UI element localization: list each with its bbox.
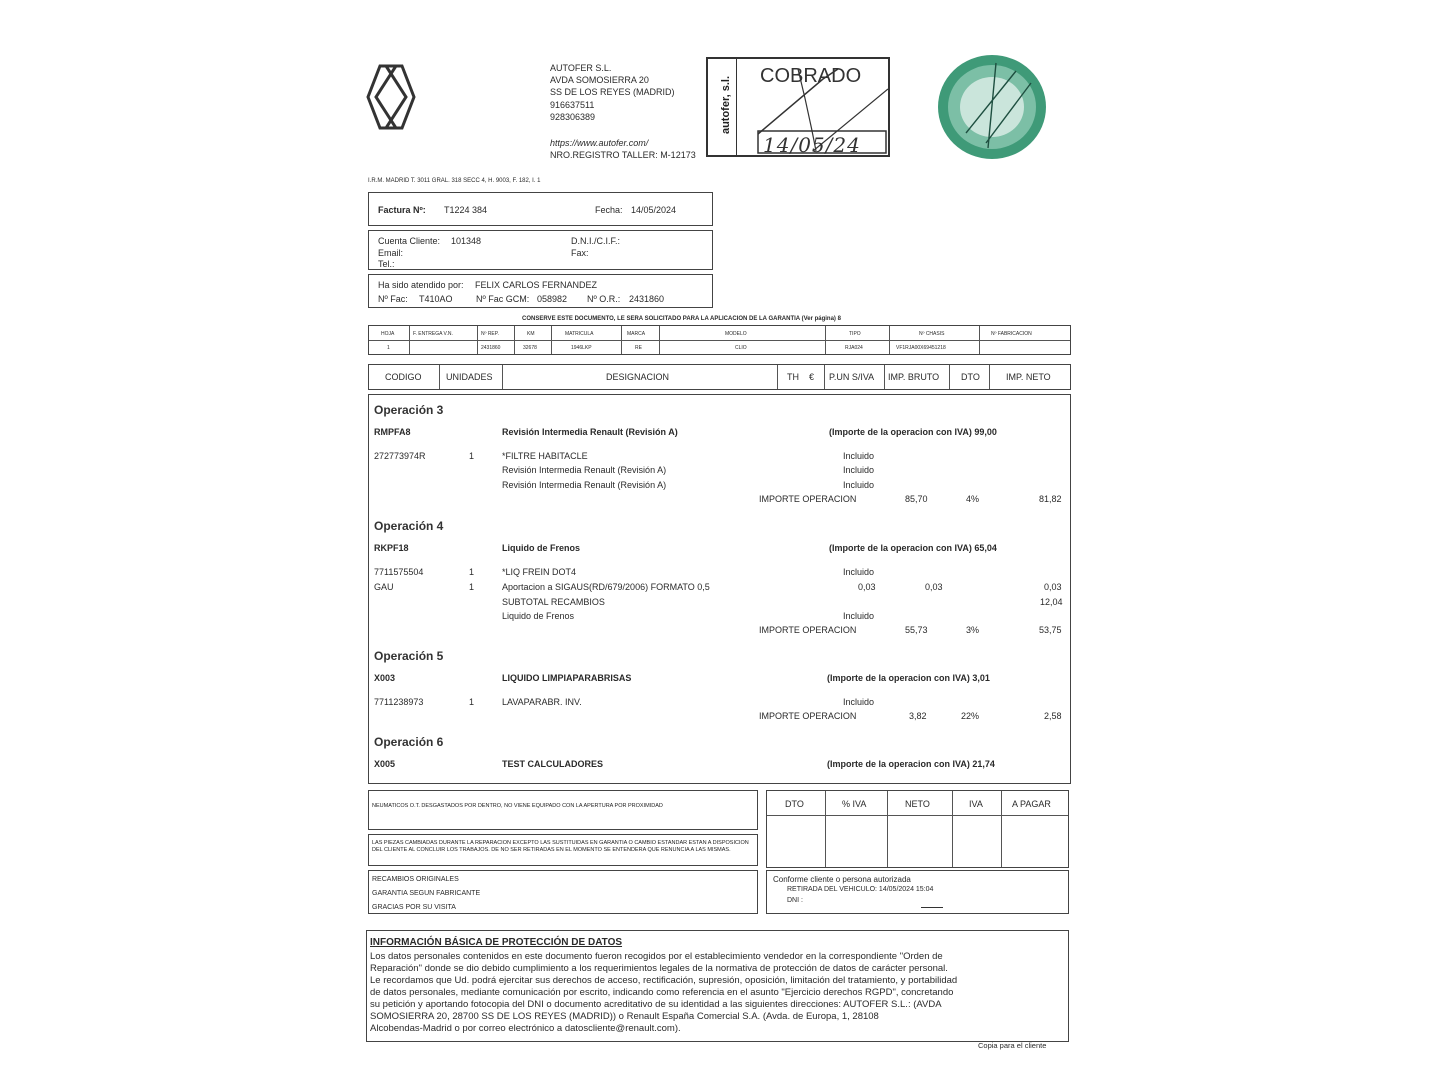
line-c4: 12,04 [1040,597,1063,607]
company-web: https://www.autofer.com/ [550,138,649,148]
operations-body [368,394,1071,784]
vehicle-table [368,325,1071,355]
operation-title: Operación 6 [374,735,444,749]
registro-mercantil: I.R.M. MADRID T. 3011 GRAL. 318 SECC 4, H. 9003, F. 182, I. 1 [368,178,541,184]
line-c4: 0,03 [1044,582,1062,592]
operation-code: X005 [374,759,396,769]
stamp-text: COBRADO [760,65,862,87]
vehicle-header: Nº CHASIS [919,331,945,337]
green-seal [936,53,1048,161]
vehicle-header: KM [527,331,535,337]
totals-header: A PAGAR [1012,799,1051,809]
line-units: 1 [469,451,475,461]
operation-name: TEST CALCULADORES [502,759,603,769]
line-c1: 0,03 [858,582,876,592]
note-box-2 [368,834,758,866]
conforme-text: Conforme cliente o persona autorizada [773,875,911,884]
conserve-note: CONSERVE ESTE DOCUMENTO, LE SERA SOLICITADO PARA LA APLICACION DE LA GARANTIA (Ver página) 8 [522,316,841,322]
note-3-line: GARANTIA SEGUN FABRICANTE [372,890,481,897]
operation-total-neto: 53,75 [1039,625,1062,635]
client-box [368,230,713,270]
col-neto: IMP. NETO [1006,372,1051,382]
fecha-value: 14/05/2024 [631,205,677,215]
line-code: 7711575504 [374,567,424,577]
line-desc: SUBTOTAL RECAMBIOS [502,597,605,607]
operation-total-label: IMPORTE OPERACION [759,494,857,504]
totals-header: DTO [785,799,804,809]
line-c1: Incluido [843,611,875,621]
line-c1: Incluido [843,451,875,461]
renault-logo [366,62,416,132]
vehicle-header: HOJA [381,331,395,337]
col-dto: DTO [961,372,980,382]
vehicle-value: 1 [387,345,390,351]
vehicle-value: 1946LKP [571,345,592,351]
factura-label: Factura Nº: [378,205,426,215]
nfacgcm-value: 058982 [537,294,568,304]
nor-label: Nº O.R.: [587,294,621,304]
operation-total-dto: 3% [966,625,980,635]
operation-title: Operación 5 [374,649,444,663]
vehicle-header: MARCA [627,331,646,337]
operation-total-bruto: 55,73 [905,625,928,635]
invoice-box [368,192,713,226]
line-code: GAU [374,582,394,592]
note-3-line: RECAMBIOS ORIGINALES [372,876,459,883]
note-3-line: GRACIAS POR SU VISITA [372,904,456,911]
cuenta-value: 101348 [451,236,482,246]
operation-name: Liquido de Frenos [502,543,580,553]
attended-value: FELIX CARLOS FERNANDEZ [475,280,598,290]
vehicle-value: RE [635,345,642,351]
line-code: 272773974R [374,451,426,461]
note-1: NEUMATICOS O.T. DESGASTADOS POR DENTRO, NO VIENE EQUIPADO CON LA APERTURA POR PROXIMIDAD [372,803,663,809]
line-c1: Incluido [843,465,875,475]
col-unidades: UNIDADES [446,372,493,382]
email-label: Email: [378,248,404,258]
col-bruto: IMP. BRUTO [888,372,940,382]
operation-importe: (Importe de la operacion con IVA) 3,01 [827,673,990,683]
dni-text: DNI : [787,897,803,904]
col-euro: € [809,372,815,382]
privacy-line: Reparación" donde se dio debido cumplimiento a los requerimientos legales de la normativa de protección de datos de carácter personal. [370,963,948,974]
operation-total-neto: 81,82 [1039,494,1062,504]
cobrado-stamp [706,57,890,157]
stamp-date: 14/05/24 [763,133,861,157]
totals-header: IVA [969,799,983,809]
privacy-line: SOMOSIERRA 20, 28700 SS DE LOS REYES (MADRID)) o Renault España Comercial S.A. (Avda. de Europa, 1, 28108 [370,1011,879,1022]
dni-label: D.N.I./C.I.F.: [571,236,621,246]
operation-total-label: IMPORTE OPERACION [759,711,857,721]
company-line: 916637511 [550,100,595,110]
col-codigo: CODIGO [385,372,422,382]
operation-total-bruto: 85,70 [905,494,928,504]
operation-name: LIQUIDO LIMPIAPARABRISAS [502,673,632,683]
line-c1: Incluido [843,480,875,490]
line-units: 1 [469,582,475,592]
vehicle-header: TIPO [849,331,861,337]
operation-importe: (Importe de la operacion con IVA) 99,00 [829,427,997,437]
operation-code: X003 [374,673,396,683]
privacy-line: su petición y aportando fotocopia del DNI o documento acreditativo de su identidad a las siguientes direcciones: AUTOFER S.L.: (AVDA [370,999,942,1010]
line-desc: Liquido de Frenos [502,611,575,621]
line-desc: *FILTRE HABITACLE [502,451,588,461]
line-desc: Revisión Intermedia Renault (Revisión A) [502,465,667,475]
line-desc: Aportacion a SIGAUS(RD/679/2006) FORMATO 0,5 [502,582,710,592]
operation-importe: (Importe de la operacion con IVA) 21,74 [827,759,995,769]
nor-value: 2431860 [629,294,665,304]
note-box-3 [368,870,758,914]
operation-title: Operación 3 [374,403,444,417]
col-designacion: DESIGNACION [606,372,670,382]
privacy-line: Le recordamos que Ud. podrá ejercitar sus derechos de acceso, rectificación, supresión, oposición, limitación del tratamiento, y portabilidad [370,975,958,986]
operation-total-dto: 4% [966,494,980,504]
privacy-title: INFORMACIÓN BÁSICA DE PROTECCIÓN DE DATOS [370,937,623,948]
line-c1: Incluido [843,567,875,577]
vehicle-header: MODELO [725,331,747,337]
col-pun: P.UN S/IVA [829,372,875,382]
stamp-side-text: autofer, s.l. [720,75,732,135]
company-line: SS DE LOS REYES (MADRID) [550,87,675,97]
retirada-text: RETIRADA DEL VEHICULO: 14/05/2024 15:04 [787,886,934,893]
totals-table [766,790,1069,868]
privacy-box [366,930,1069,1042]
tel-label: Tel.: [378,259,395,269]
vehicle-value: 32678 [523,345,537,351]
operation-total-neto: 2,58 [1044,711,1062,721]
line-desc: *LIQ FREIN DOT4 [502,567,577,577]
nfac-value: T410AO [419,294,453,304]
footer-copy: Copia para el cliente [978,1041,1047,1050]
totals-header: % IVA [842,799,867,809]
line-c2: 0,03 [925,582,943,592]
vehicle-header: Nº REP. [481,331,499,337]
conforme-box [766,870,1069,914]
operation-total-label: IMPORTE OPERACION [759,625,857,635]
company-line: AVDA SOMOSIERRA 20 [550,75,649,85]
operation-code: RMPFA8 [374,427,411,437]
privacy-line: de datos personales, mediante comunicación por escrito, indicando como referencia en el asunto "Ejercicio derechos RGPD", concretando [370,987,954,998]
vehicle-value: CLIO [735,345,747,351]
factura-value: T1224 384 [444,205,488,215]
company-line: 928306389 [550,112,596,122]
vehicle-header: Nº FABRICACION [991,331,1032,337]
line-desc: Revisión Intermedia Renault (Revisión A) [502,480,667,490]
operation-total-dto: 22% [961,711,980,721]
line-code: 7711238973 [374,697,424,707]
attended-box [368,274,713,308]
operation-title: Operación 4 [374,519,444,533]
operation-total-bruto: 3,82 [909,711,927,721]
operation-importe: (Importe de la operacion con IVA) 65,04 [829,543,997,553]
vehicle-value: RJA024 [845,345,863,351]
fecha-label: Fecha: [595,205,623,215]
line-c1: Incluido [843,697,875,707]
privacy-line: Los datos personales contenidos en este documento fueron recogidos por el establecimiento vendedor en la correspondiente "Orden de [370,951,943,962]
col-th: TH [787,372,799,382]
line-units: 1 [469,697,475,707]
vehicle-value: VF1RJA00X69451218 [896,345,946,351]
operation-name: Revisión Intermedia Renault (Revisión A) [502,427,678,437]
company-registro: NRO.REGISTRO TALLER: M-12173 [550,150,696,160]
columns-header [368,364,1071,390]
privacy-line: Alcobendas-Madrid o por correo electrónico a datoscliente@renault.com). [370,1023,681,1034]
nfacgcm-label: Nº Fac GCM: [476,294,530,304]
vehicle-header: F. ENTREGA V.N. [413,331,453,337]
operation-code: RKPF18 [374,543,409,553]
vehicle-value: 2431860 [481,345,501,351]
totals-header: NETO [905,799,930,809]
nfac-label: Nº Fac: [378,294,408,304]
fax-label: Fax: [571,248,589,258]
cuenta-label: Cuenta Cliente: [378,236,441,246]
company-line: AUTOFER S.L. [550,63,612,73]
note-box-1 [368,790,758,830]
vehicle-header: MATRICULA [565,331,594,337]
line-units: 1 [469,567,475,577]
attended-label: Ha sido atendido por: [378,280,464,290]
line-desc: LAVAPARABR. INV. [502,697,582,707]
note-2: LAS PIEZAS CAMBIADAS DURANTE LA REPARACION EXCEPTO LAS SUSTITUIDAS EN GARANTIA O CAMBIO ESTANDAR ESTAN A DISPOSICION DEL CLIENTE AL CONCLUIR LOS TRABAJOS. DE NO SER RETIRADAS EN EL MOMENTO SE ENTENDERA QUE RENUNCIA A LAS MISMAS. [372,840,749,853]
